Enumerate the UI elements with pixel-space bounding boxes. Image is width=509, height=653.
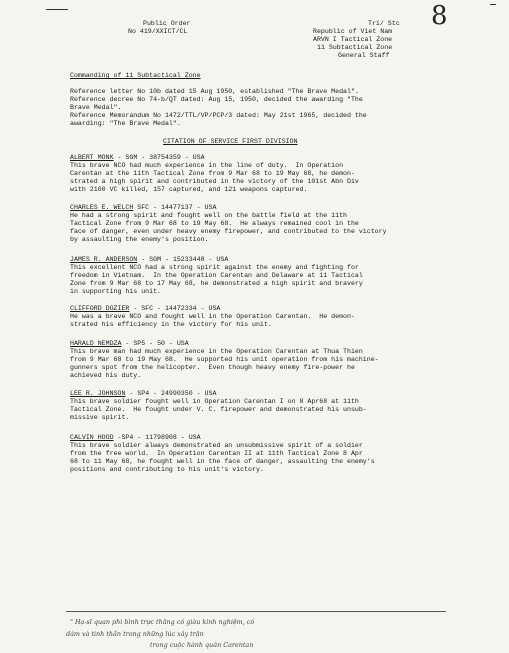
corner-mark bbox=[490, 4, 496, 5]
header-right-line3: ARVN I Tactical Zone bbox=[313, 36, 393, 43]
citation-rank-serial: - SP4 - 24990350 - USA bbox=[125, 390, 217, 397]
citation-rank-serial: -SP4 - 11798908 - USA bbox=[113, 434, 201, 441]
header-right-line4: 11 Subtactical Zone bbox=[317, 44, 393, 51]
citation-rank-serial: - SGM - 38754359 - USA bbox=[113, 154, 205, 161]
citation-rank-serial: - SGM - 15233448 - USA bbox=[137, 256, 229, 263]
citation-text: This brave man had much experience in the Operation Carentan at Thua Thien from 9 Mar 68 to 19 May 68. He supported his unit operation from his machine- gunners spot from the helicopter. Even though heavy enemy fire-power he achieved his duty. bbox=[70, 348, 379, 380]
commanding-title: Commanding of 11 Subtactical Zone bbox=[70, 72, 201, 79]
citation-name: ALBERT MONK bbox=[70, 154, 114, 161]
citation-name: LEE R. JOHNSON bbox=[70, 390, 126, 397]
reference-line: Reference letter No 10b dated 15 Aug 1950, established "The Brave Medal". bbox=[70, 88, 359, 95]
handwritten-page-number: 8 bbox=[431, 1, 448, 31]
citation-text: He had a strong spirit and fought well on the battle field at the 11th Tactical Zone from 9 Mar 68 to 19 May 68. He always remained cool in the face of danger, even under heavy enemy firepower, and contributed to the victory by assaulting the enemy's position. bbox=[70, 212, 387, 244]
citation-rank-serial: SFC - 14477137 - USA bbox=[133, 204, 217, 211]
citation-text: This brave NCO had much experience in the line of duty. In Operation Carentan at the 11th Tactical Zone from 9 Mar 68 to 19 May 68, he demon- strated a high spirit and contributed in the victory of the 101st Abn Div with 2100 VC killed, 157 captured, and 121 weapons captured. bbox=[70, 162, 359, 194]
citation-name: CLIFFORD DOZIER bbox=[70, 305, 130, 312]
order-number: No 419/XXICT/CL bbox=[128, 28, 188, 35]
reference-line: Brave Medal". bbox=[70, 104, 122, 111]
citation-text: This brave soldier always demonstrated an unsubmissive spirit of a soldier from the free world. In Operation Carentan II at 11th Tactical Zone 8 Apr 68 to 11 May 68, he fought well in the face of danger, assaulting the enemy's positions and contributing to his unit's victory. bbox=[70, 442, 375, 474]
header-right-line5: General Staff bbox=[338, 52, 390, 59]
footer-vietnamese-line: dám và tinh thần trong những lúc xây trận bbox=[66, 630, 204, 638]
reference-line: Reference Memorandum No 1472/TTL/VP/PCP/3 dated: May 21st 1965, decided the bbox=[70, 112, 367, 119]
citation-name: CHARLES E. WELCH bbox=[70, 204, 134, 211]
header-left-line1: Public Order bbox=[143, 20, 191, 27]
citation-text: He was a brave NCO and fought well in the Operation Carentan. He demon- strated his efficiency in the victory for his unit. bbox=[70, 313, 355, 329]
citation-title: CITATION OF SERVICE FIRST DIVISION bbox=[163, 138, 298, 145]
reference-line: Reference decree No 74-b/QT dated: Aug 15, 1950, decided the awarding "The bbox=[70, 96, 363, 103]
citation-text: This brave soldier fought well in Operation Carentan I on 8 Apr68 at 11th Tactical Zone. He fought under V. C. firepower and demonstrated his unsub- missive spirit. bbox=[70, 398, 367, 422]
citation-text: This excellent NCO had a strong spirit against the enemy and fighting for freedom in Vietnam. In the Operation Carentan and Delaware at 11 Tactical Zone from 9 Mar 68 to 17 May 68, he demonstrated a high spirit and bravery in supporting his unit. bbox=[70, 264, 363, 296]
citation-rank-serial: - SFC - 14472334 - USA bbox=[129, 305, 221, 312]
footer-vietnamese-line: " Hạ-sĩ quan phi bình trực thăng có giàu kinh nghiệm, có bbox=[70, 618, 255, 626]
citation-name: HARALD NEMDZA bbox=[70, 340, 122, 347]
citation-name: JAMES R. ANDERSON bbox=[70, 256, 138, 263]
footer-vietnamese-line: trong cuộc hành quân Carentan bbox=[150, 641, 254, 649]
header-right-line2: Republic of Viet Nam bbox=[313, 28, 393, 35]
citation-name: CALVIN HOOD bbox=[70, 434, 114, 441]
header-right-line1: Trí/ Stc bbox=[368, 20, 400, 27]
punch-mark bbox=[46, 9, 68, 10]
footer-divider bbox=[66, 611, 446, 612]
reference-line: awarding: "The Brave Medal". bbox=[70, 120, 181, 127]
citation-rank-serial: - SP5 - 50 - USA bbox=[121, 340, 189, 347]
